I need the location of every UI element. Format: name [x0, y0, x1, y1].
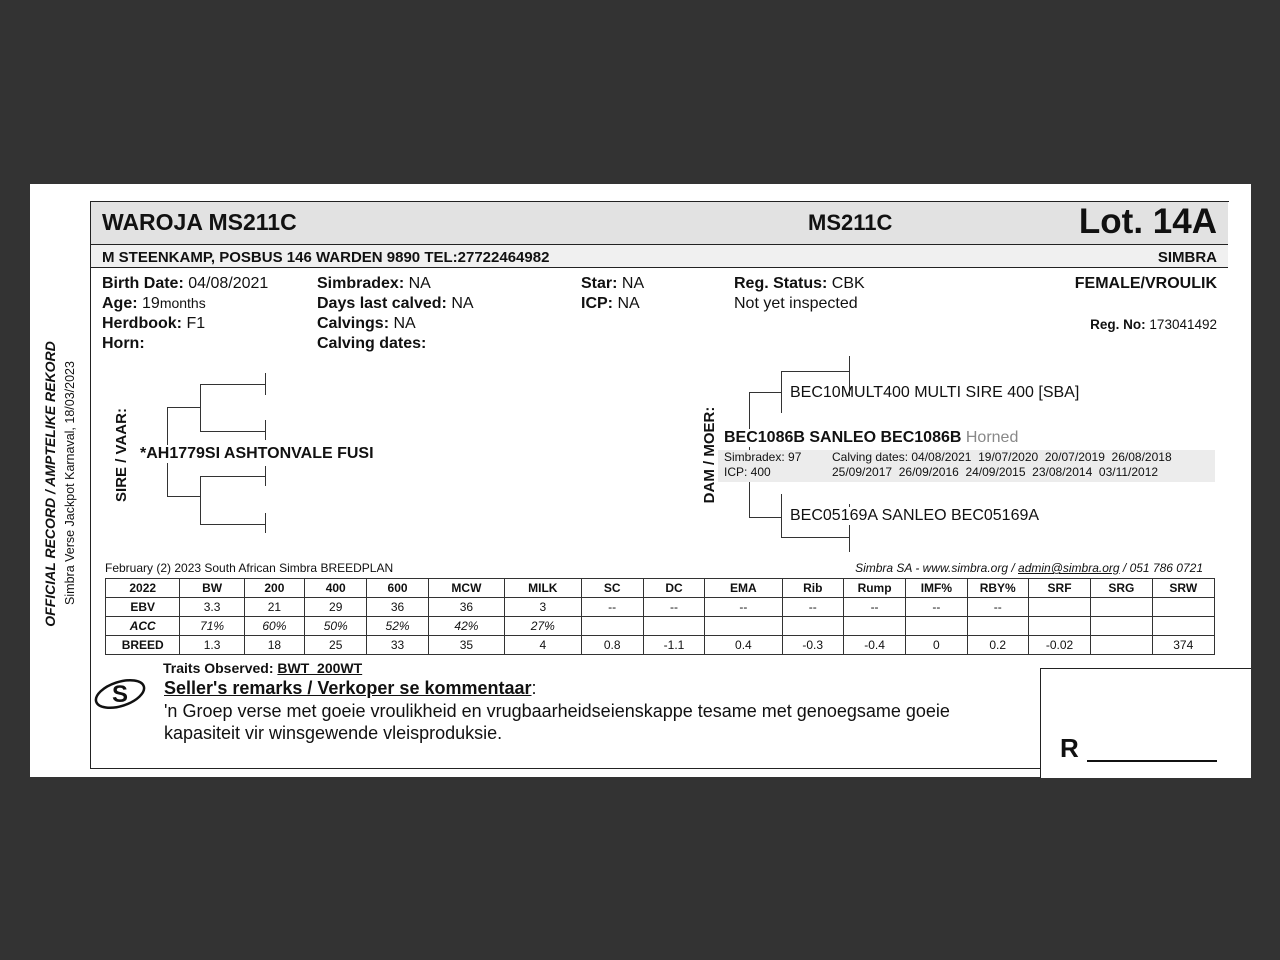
sire-name: *AH1779SI ASHTONVALE FUSI [140, 445, 377, 463]
dam-sire-line [781, 371, 849, 372]
seller-logo-icon [92, 678, 148, 710]
lot-number: Lot. 14A [1078, 202, 1217, 241]
simbradex-label: Simbradex: [317, 275, 405, 292]
sale-info-label: Simbra Verse Jackpot Karnaval, 18/03/2023 [63, 361, 77, 605]
dam-calving-dates-2: 25/09/2017 26/09/2016 24/09/2015 23/08/2014 03/11/2012 [832, 465, 1159, 479]
star-value: NA [621, 275, 645, 292]
table-cell: 400 [305, 579, 367, 598]
dam-label: DAM / MOER: [701, 406, 718, 504]
table-cell: 35 [428, 636, 504, 655]
icp [581, 295, 640, 313]
table-cell: 0 [906, 636, 967, 655]
table-cell: SRG [1091, 579, 1152, 598]
age-value: 19 [142, 295, 160, 312]
table-cell: SRW [1152, 579, 1214, 598]
table-cell [843, 617, 905, 636]
table-cell: -- [843, 598, 905, 617]
table-cell: 374 [1152, 636, 1214, 655]
table-cell: -0.4 [843, 636, 905, 655]
table-cell: SC [581, 579, 643, 598]
table-cell: 25 [305, 636, 367, 655]
table-cell: -- [906, 598, 967, 617]
calvings [317, 315, 416, 333]
table-cell [643, 617, 704, 636]
table-cell: -- [967, 598, 1028, 617]
table-cell: RBY% [967, 579, 1028, 598]
table-cell [906, 617, 967, 636]
table-cell: 60% [244, 617, 304, 636]
table-cell: MCW [428, 579, 504, 598]
table-cell [1152, 617, 1214, 636]
dam-horn: Horned [965, 429, 1019, 446]
breed-name: SIMBRA [1157, 249, 1217, 266]
sex: FEMALE/VROULIK [1074, 275, 1217, 292]
dam-simbradex: Simbradex: 97 [724, 450, 802, 464]
table-cell: Rump [843, 579, 905, 598]
acc-row [106, 617, 1215, 636]
days-last-calved [317, 295, 474, 313]
table-cell: 1.3 [180, 636, 244, 655]
table-cell: 36 [428, 598, 504, 617]
sire-label: SIRE / VAAR: [113, 408, 130, 502]
icp-label: ICP: [581, 295, 613, 312]
traits-label: Traits Observed: [163, 660, 274, 676]
table-cell [1091, 598, 1152, 617]
age-label: Age: [102, 295, 138, 312]
table-cell [705, 617, 782, 636]
reg-status-label: Reg. Status: [734, 275, 828, 292]
table-cell: 600 [367, 579, 428, 598]
breedplan-source: February (2) 2023 South African Simbra BREEDPLAN [105, 561, 394, 575]
dam-name-row [724, 429, 1022, 447]
ebv-header-row [106, 579, 1215, 598]
horn-label: Horn: [102, 335, 145, 352]
seller-logo-letter: S [111, 681, 129, 708]
dam-icp: ICP: 400 [724, 465, 771, 479]
table-cell: 0.8 [581, 636, 643, 655]
table-cell [581, 617, 643, 636]
dam-dam-line [781, 537, 849, 538]
table-cell: EBV [106, 598, 180, 617]
birth-date-value: 04/08/2021 [188, 275, 269, 292]
calvings-value: NA [393, 315, 416, 332]
animal-name: WAROJA MS211C [102, 209, 297, 235]
table-cell: 50% [305, 617, 367, 636]
owner-info: M STEENKAMP, POSBUS 146 WARDEN 9890 TEL:27722464982 [102, 249, 550, 266]
dam-dam-stem [781, 494, 782, 537]
herdbook [102, 315, 205, 333]
table-cell: DC [643, 579, 704, 598]
table-cell: ACC [106, 617, 180, 636]
dam-sire-stem [781, 371, 782, 413]
table-cell: 29 [305, 598, 367, 617]
traits-value: BWT 200WT [277, 660, 363, 676]
star-label: Star: [581, 275, 618, 292]
sire-tick-3 [265, 466, 266, 486]
table-cell: 2022 [106, 579, 180, 598]
sire-tick-2 [265, 420, 266, 440]
table-cell [1028, 598, 1090, 617]
star [581, 275, 644, 293]
table-cell: BW [180, 579, 244, 598]
ebv-table [105, 578, 1215, 655]
breedplan-contact [855, 561, 1203, 575]
sire-tick-1 [265, 373, 266, 395]
icp-value: NA [617, 295, 640, 312]
inspection-status: Not yet inspected [734, 295, 858, 312]
birth-date [102, 275, 268, 293]
table-cell: 33 [367, 636, 428, 655]
table-cell: IMF% [906, 579, 967, 598]
dam-sire-name: BEC10MULT400 MULTI SIRE 400 [SBA] [790, 384, 1080, 401]
reg-status [734, 275, 865, 293]
table-cell: 18 [244, 636, 304, 655]
table-cell: 27% [505, 617, 581, 636]
contact-email-link[interactable]: admin@simbra.org [1018, 561, 1120, 575]
herdbook-value: F1 [186, 315, 206, 332]
sire-tick-4 [265, 513, 266, 533]
table-cell [1028, 617, 1090, 636]
official-record-label: OFFICIAL RECORD / AMPTELIKE REKORD [42, 341, 58, 627]
table-cell: SRF [1028, 579, 1090, 598]
dam-name: BEC1086B SANLEO BEC1086B [724, 429, 962, 446]
table-cell: 42% [428, 617, 504, 636]
seller-remarks-line-1: 'n Groep verse met goeie vroulikheid en vrugbaarheidseienskappe tesame met genoegsame goeie [164, 701, 950, 721]
table-cell: Rib [782, 579, 843, 598]
sire-dam-bracket [200, 476, 266, 525]
table-cell: -0.02 [1028, 636, 1090, 655]
ebv-row [106, 598, 1215, 617]
table-cell: 71% [180, 617, 244, 636]
price-label: R [1060, 733, 1079, 763]
days-label: Days last calved: [317, 295, 447, 312]
table-cell: -- [643, 598, 704, 617]
table-cell: 0.2 [967, 636, 1028, 655]
table-cell: -- [705, 598, 782, 617]
lot-card [30, 184, 1251, 777]
table-cell: EMA [705, 579, 782, 598]
table-cell: MILK [505, 579, 581, 598]
seller-remarks-line-2: kapasiteit vir winsgewende vleisproduksie. [164, 723, 503, 743]
table-cell [1091, 617, 1152, 636]
table-cell [967, 617, 1028, 636]
reg-number [1090, 317, 1217, 332]
days-value: NA [451, 295, 474, 312]
reg-number-value: 173041492 [1149, 317, 1217, 332]
reg-status-value: CBK [831, 275, 865, 292]
table-cell: -0.3 [782, 636, 843, 655]
price-input-line[interactable] [1087, 760, 1217, 762]
traits-observed [163, 660, 362, 676]
table-cell: 21 [244, 598, 304, 617]
herdbook-label: Herdbook: [102, 315, 182, 332]
table-cell: BREED [106, 636, 180, 655]
table-cell: 200 [244, 579, 304, 598]
remarks-title-colon: : [531, 678, 537, 698]
sire-sire-bracket [200, 384, 266, 432]
dam-dam-name: BEC05169A SANLEO BEC05169A [790, 507, 1040, 524]
animal-code: MS211C [808, 210, 893, 235]
table-cell [1091, 636, 1152, 655]
table-cell: -- [782, 598, 843, 617]
table-cell: -1.1 [643, 636, 704, 655]
age [102, 295, 206, 313]
table-cell: 52% [367, 617, 428, 636]
table-cell [1152, 598, 1214, 617]
contact-phone: / 051 786 0721 [1119, 561, 1203, 575]
remarks-title-text: Seller's remarks / Verkoper se kommentaar [164, 678, 532, 698]
age-unit: months [159, 295, 206, 311]
calving-dates-label: Calving dates: [317, 335, 427, 352]
table-cell: 36 [367, 598, 428, 617]
seller-remarks-title [164, 678, 537, 699]
simbradex [317, 275, 431, 293]
table-cell: 3.3 [180, 598, 244, 617]
dam-calving-dates-1: Calving dates: 04/08/2021 19/07/2020 20/07/2019 26/08/2018 [832, 450, 1172, 464]
table-cell: 4 [505, 636, 581, 655]
table-cell: 3 [505, 598, 581, 617]
birth-date-label: Birth Date: [102, 275, 184, 292]
table-cell [782, 617, 843, 636]
contact-site: Simbra SA - www.simbra.org / [855, 561, 1019, 575]
table-cell: -- [581, 598, 643, 617]
table-cell: 0.4 [705, 636, 782, 655]
simbradex-value: NA [408, 275, 431, 292]
reg-number-label: Reg. No: [1090, 317, 1146, 332]
calvings-label: Calvings: [317, 315, 390, 332]
breed-row [106, 636, 1215, 655]
